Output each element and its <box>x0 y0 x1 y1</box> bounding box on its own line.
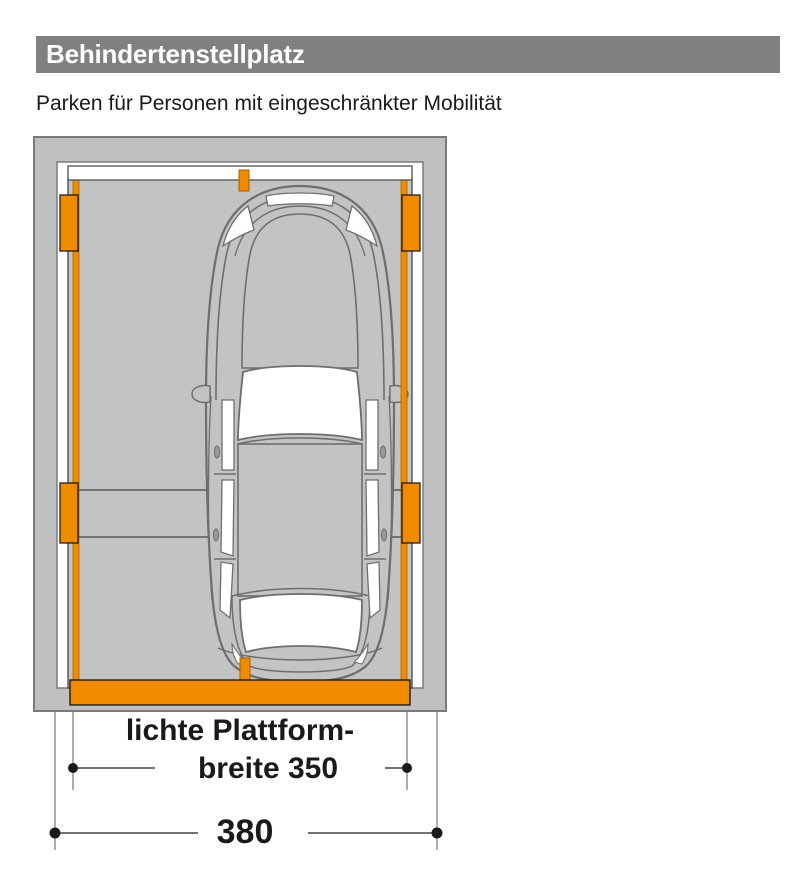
car-grille <box>266 193 334 206</box>
door-handle-front-left <box>214 446 219 458</box>
dimension-outer-label: 380 <box>216 813 274 851</box>
center-stop-tab <box>239 170 249 191</box>
page-title: Behindertenstellplatz <box>46 39 305 69</box>
side-window-rear-left <box>221 480 234 556</box>
dimension-inner-label-line2: breite 350 <box>197 752 339 785</box>
side-window-quarter-right <box>367 562 380 618</box>
side-window-quarter-left <box>220 562 233 618</box>
dimension-inner-350 <box>68 712 412 790</box>
guide-roller-block-upper-left <box>60 195 78 251</box>
guide-roller-block-lower-left <box>60 483 78 543</box>
rear-window <box>240 594 362 652</box>
car-roof <box>238 444 362 596</box>
mirror-left <box>192 385 210 402</box>
windshield <box>238 366 362 440</box>
side-window-front-right <box>366 400 378 470</box>
door-handle-front-right <box>380 446 385 458</box>
door-handle-rear-left <box>213 529 218 541</box>
center-stop-stub-bottom <box>240 658 250 682</box>
subtitle-text: Parken für Personen mit eingeschränkter Mobilität <box>36 92 502 115</box>
car-top-view <box>192 186 408 682</box>
guide-roller-block-lower-right <box>402 483 420 543</box>
car-hood-panel <box>242 214 358 368</box>
guide-roller-block-upper-right <box>402 195 420 251</box>
door-handle-rear-right <box>381 529 386 541</box>
side-window-rear-right <box>366 480 379 556</box>
dimension-inner-label-line1: lichte Plattform- <box>125 714 355 747</box>
platform-end-bar <box>70 680 410 705</box>
side-window-front-left <box>222 400 234 470</box>
